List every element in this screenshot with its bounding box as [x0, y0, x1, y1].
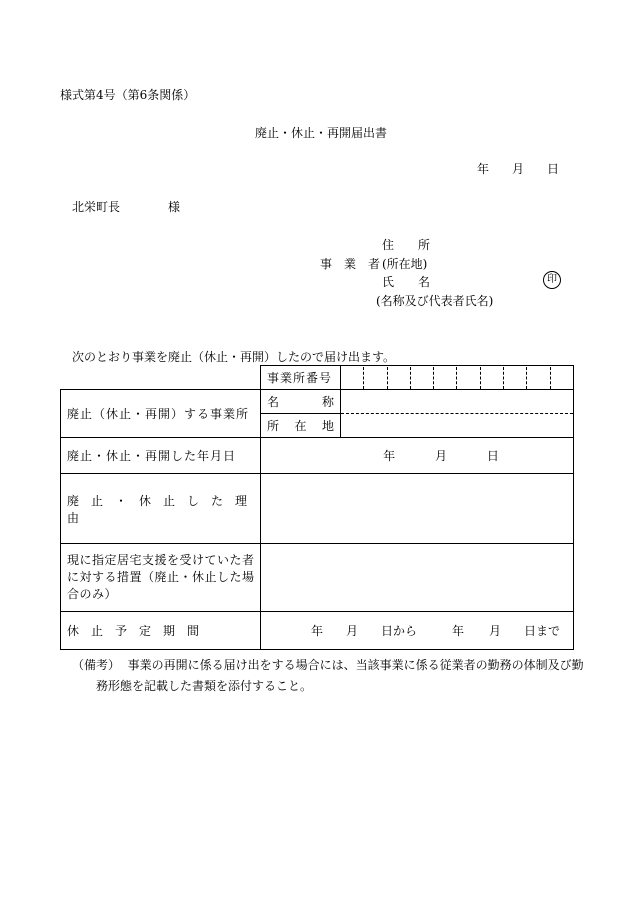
office-number-digit-box[interactable] [410, 367, 433, 389]
office-number-digit-box[interactable] [526, 367, 549, 389]
reason-field[interactable] [261, 474, 574, 544]
office-number-digit-box[interactable] [387, 367, 410, 389]
date-day: 日 [547, 162, 560, 176]
office-number-digit-box[interactable] [433, 367, 456, 389]
note-block [72, 655, 584, 697]
date-field[interactable] [261, 438, 574, 474]
note-line-2: 務形態を記載した書類を添付すること。 [96, 679, 313, 693]
period-month-from: 月 [346, 624, 359, 638]
period-label: 休 止 予 定 期 間 [61, 612, 261, 650]
office-location-field[interactable] [341, 414, 574, 438]
date-label: 廃止・休止・再開した年月日 [61, 438, 261, 474]
office-number-digit-box[interactable] [480, 367, 503, 389]
period-day-from: 日から [381, 624, 418, 638]
office-number-digit-box[interactable] [341, 367, 363, 389]
date-field-day: 日 [486, 449, 499, 463]
office-name-field[interactable] [341, 390, 574, 414]
office-label: 廃止（休止・再開）する事業所 [61, 390, 261, 438]
period-day-to: 日まで [524, 624, 561, 638]
office-number-digit-box[interactable] [550, 367, 573, 389]
measures-field[interactable] [261, 544, 574, 612]
period-field[interactable] [261, 612, 574, 650]
addressee-name: 北栄町長 [72, 200, 121, 214]
blank-cell [61, 366, 261, 390]
office-number-digit-box[interactable] [456, 367, 479, 389]
office-number-label: 事業所番号 [261, 366, 341, 390]
reason-label: 廃 止 ・ 休 止 し た 理 由 [61, 474, 261, 544]
applicant-role-label: 事 業 者 [320, 257, 381, 271]
period-year-to: 年 [452, 624, 465, 638]
applicant-address-sub: (所在地) [382, 257, 428, 271]
office-number-digit-box[interactable] [363, 367, 386, 389]
period-month-to: 月 [489, 624, 502, 638]
document-title: 廃止・休止・再開届出書 [255, 126, 388, 140]
date-month: 月 [512, 162, 525, 176]
note-line-1: 事業の再開に係る届け出をする場合には、当該事業に係る従業者の勤務の体制及び勤 [127, 658, 584, 672]
measures-label: 現に指定居宅支援を受けていた者に対する措置（廃止・休止した場合のみ） [61, 544, 261, 612]
date-field-month: 月 [434, 449, 447, 463]
date-field-year: 年 [383, 449, 396, 463]
office-number-field[interactable] [341, 366, 574, 390]
applicant-name-label: 氏 名 [382, 275, 431, 289]
office-name-label: 名 称 [267, 395, 334, 409]
form-number: 様式第4号（第6条関係） [60, 88, 196, 102]
notification-table [60, 365, 574, 650]
date-year: 年 [477, 162, 490, 176]
applicant-address-label: 住 所 [382, 238, 431, 252]
seal-mark: 印 [543, 271, 561, 289]
office-location-label: 所 在 地 [267, 419, 334, 433]
applicant-name-note: (名称及び代表者氏名) [376, 294, 494, 308]
addressee-honorific: 様 [168, 200, 181, 214]
office-number-digit-box[interactable] [503, 367, 526, 389]
note-label: （備考） [72, 658, 121, 672]
intro-text: 次のとおり事業を廃止（休止・再開）したので届け出ます。 [72, 350, 396, 364]
period-year-from: 年 [311, 624, 324, 638]
